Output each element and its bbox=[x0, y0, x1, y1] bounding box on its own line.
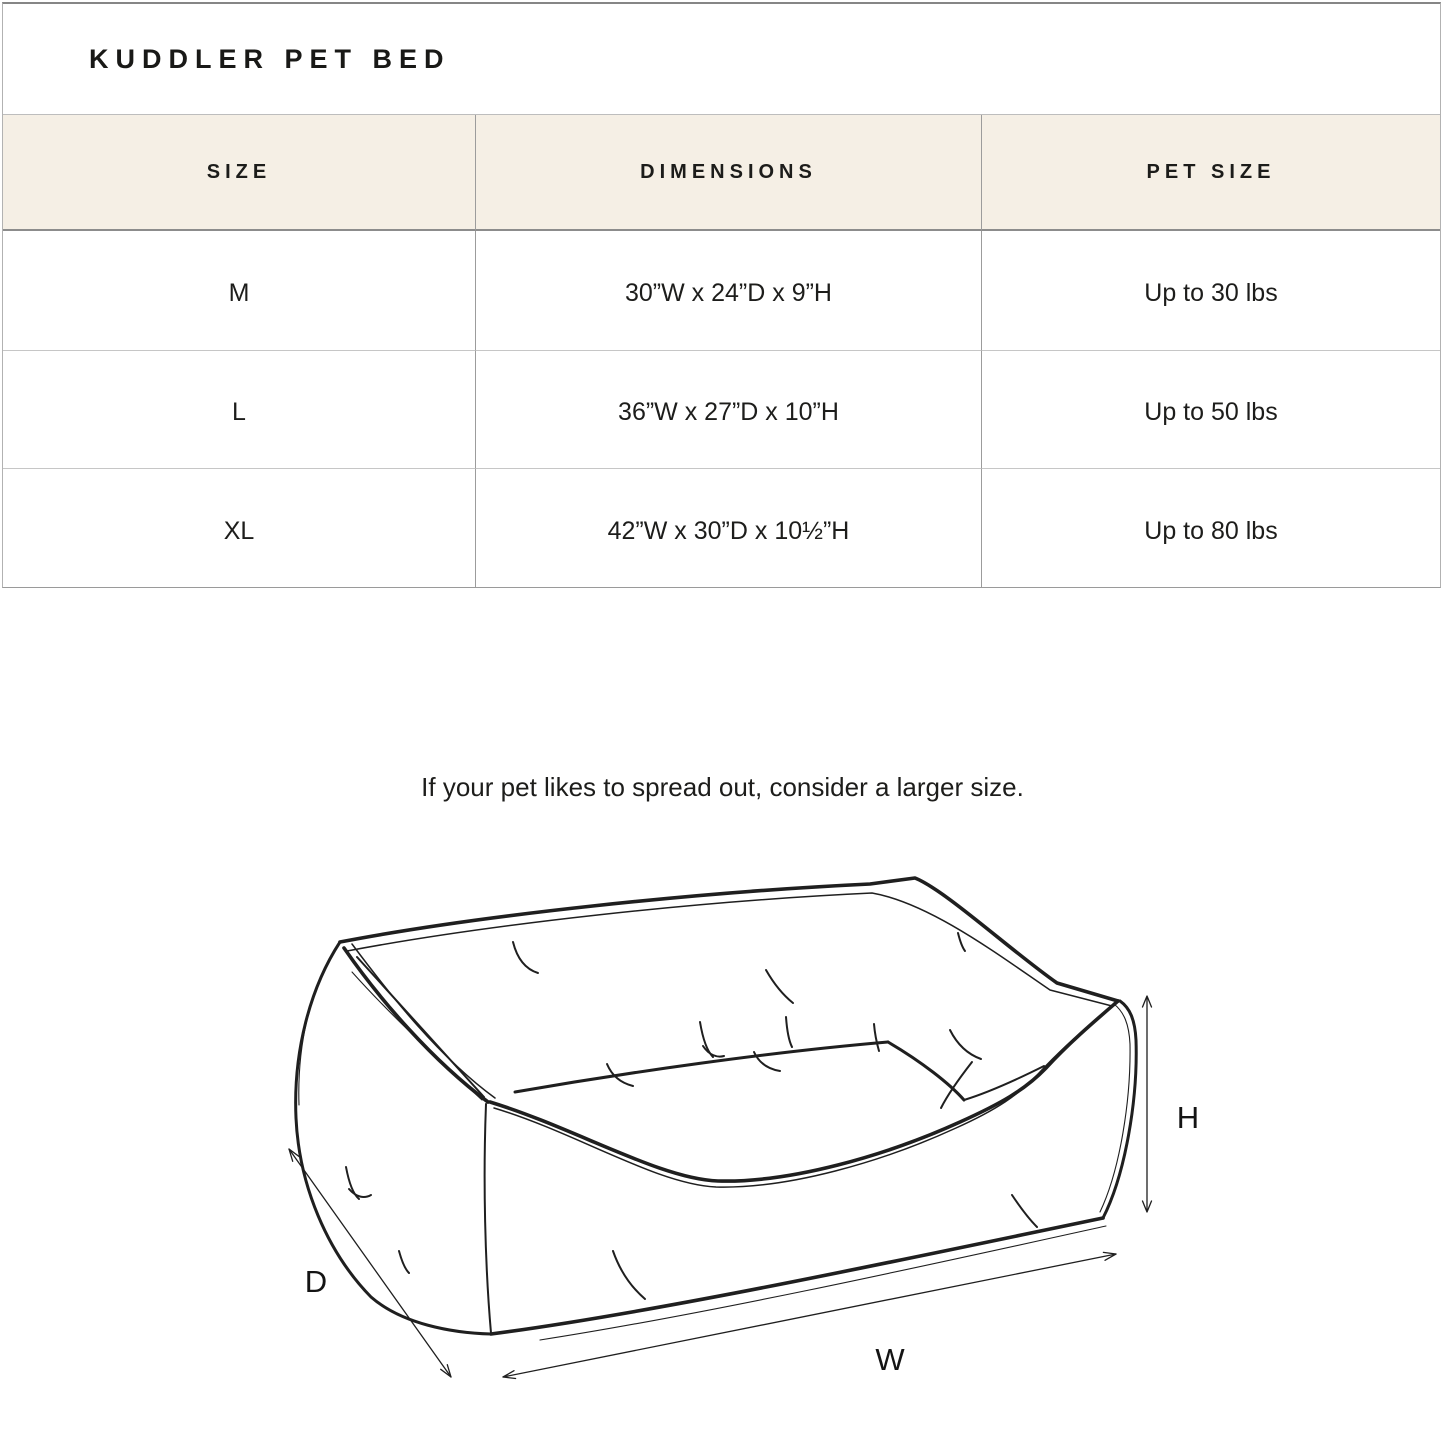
width-arrow bbox=[503, 1252, 1116, 1378]
page-title: KUDDLER PET BED bbox=[89, 43, 451, 74]
pet-bed-sketch bbox=[296, 878, 1137, 1340]
table-cell-pet-size-m: Up to 30 lbs bbox=[981, 231, 1440, 350]
column-header-pet-size: PET SIZE bbox=[981, 115, 1440, 231]
table-cell-pet-size-l: Up to 50 lbs bbox=[981, 350, 1440, 469]
table-cell-size-l: L bbox=[3, 350, 475, 469]
column-header-dimensions: DIMENSIONS bbox=[475, 115, 981, 231]
column-header-size: SIZE bbox=[3, 115, 475, 231]
sizing-note: If your pet likes to spread out, consider a larger size. bbox=[421, 772, 1024, 802]
depth-arrow bbox=[289, 1149, 451, 1377]
height-label: H bbox=[1176, 1100, 1200, 1135]
depth-label: D bbox=[304, 1264, 328, 1299]
table-cell-dimensions-l: 36”W x 27”D x 10”H bbox=[475, 350, 981, 469]
height-arrow bbox=[1143, 996, 1152, 1212]
table-cell-pet-size-xl: Up to 80 lbs bbox=[981, 468, 1440, 587]
table-cell-size-xl: XL bbox=[3, 468, 475, 587]
table-cell-size-m: M bbox=[3, 231, 475, 350]
width-label: W bbox=[875, 1342, 905, 1377]
table-cell-dimensions-m: 30”W x 24”D x 9”H bbox=[475, 231, 981, 350]
table-cell-dimensions-xl: 42”W x 30”D x 10½”H bbox=[475, 468, 981, 587]
